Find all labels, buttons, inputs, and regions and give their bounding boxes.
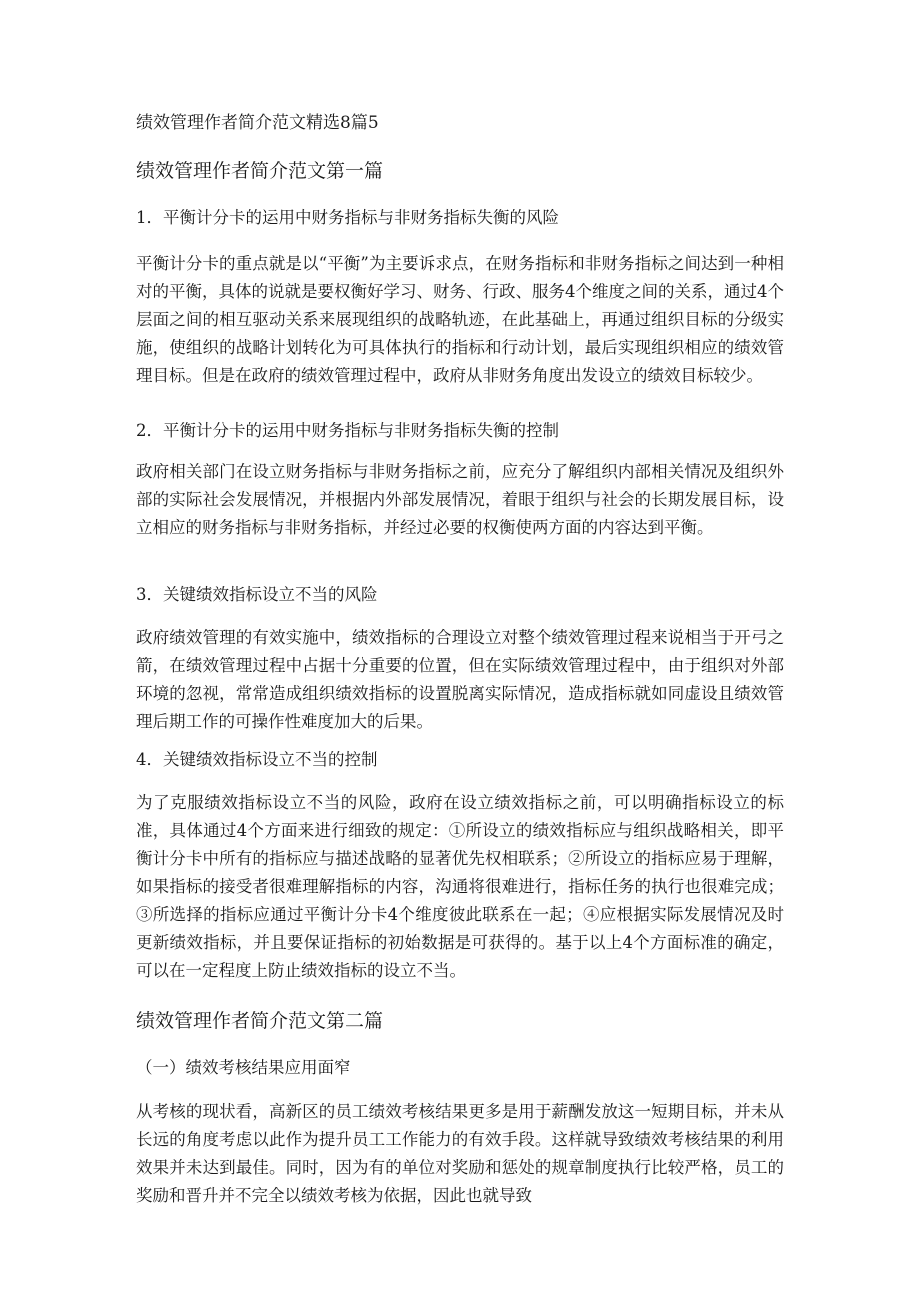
section-1-item-2-body: 政府相关部门在设立财务指标与非财务指标之前，应充分了解组织内部相关情况及组织外部的实际社会发展情况，并根据内外部发展情况，着眼于组织与社会的长期发展目标，设立相应的财务指标与非财务指标，并经过必要的权衡使两方面的内容达到平衡。 [136,462,784,537]
section-1-item-2-subheading: 2．平衡计分卡的运用中财务指标与非财务指标失衡的控制 [136,421,559,440]
document-title: 绩效管理作者简介范文精选8篇5 [136,113,379,133]
section-1-item-4-subheading: 4．关键绩效指标设立不当的控制 [136,750,378,769]
section-1-heading: 绩效管理作者简介范文第一篇 [136,160,384,182]
section-1-item-4-body: 为了克服绩效指标设立不当的风险，政府在设立绩效指标之前，可以明确指标设立的标准，具体通过4个方面来进行细致的规定：①所设立的绩效指标应与组织战略相关，即平衡计分卡中所有的指标应与描述战略的显著优先权相联系；②所设立的指标应易于理解，如果指标的接受者很难理解指标的内容，沟通将很难进行，指标任务的执行也很难完成；③所选择的指标应通过平衡计分卡4个维度彼此联系在一起；④应根据实际发展情况及时更新绩效指标，并且要保证指标的初始数据是可获得的。基于以上4个方面标准的确定，可以在一定程度上防止绩效指标的设立不当。 [136,793,784,980]
section-2-item-1-body: 从考核的现状看，高新区的员工绩效考核结果更多是用于薪酬发放这一短期目标，并未从长远的角度考虑以此作为提升员工工作能力的有效手段。这样就导致绩效考核结果的利用效果并未达到最佳。同时，因为有的单位对奖励和惩处的规章制度执行比较严格，员工的奖励和晋升并不完全以绩效考核为依据，因此也就导致 [136,1102,784,1205]
section-1-item-3-body: 政府绩效管理的有效实施中，绩效指标的合理设立对整个绩效管理过程来说相当于开弓之箭，在绩效管理过程中占据十分重要的位置，但在实际绩效管理过程中，由于组织对外部环境的忽视，常常造成组织绩效指标的设置脱离实际情况，造成指标就如同虚设且绩效管理后期工作的可操作性难度加大的后果。 [136,628,784,731]
section-2-heading: 绩效管理作者简介范文第二篇 [136,1010,384,1032]
section-1-item-1-subheading: 1．平衡计分卡的运用中财务指标与非财务指标失衡的风险 [136,208,559,227]
section-2-item-1-subheading: （一）绩效考核结果应用面窄 [136,1058,351,1077]
section-1-item-1-body: 平衡计分卡的重点就是以“平衡”为主要诉求点，在财务指标和非财务指标之间达到一种相对的平衡，具体的说就是要权衡好学习、财务、行政、服务4个维度之间的关系，通过4个层面之间的相互驱动关系来展现组织的战略轨迹，在此基础上，再通过组织目标的分级实施，使组织的战略计划转化为可具体执行的指标和行动计划，最后实现组织相应的绩效管理目标。但是在政府的绩效管理过程中，政府从非财务角度出发设立的绩效目标较少。 [136,254,784,385]
section-1-item-3-subheading: 3．关键绩效指标设立不当的风险 [136,585,378,604]
